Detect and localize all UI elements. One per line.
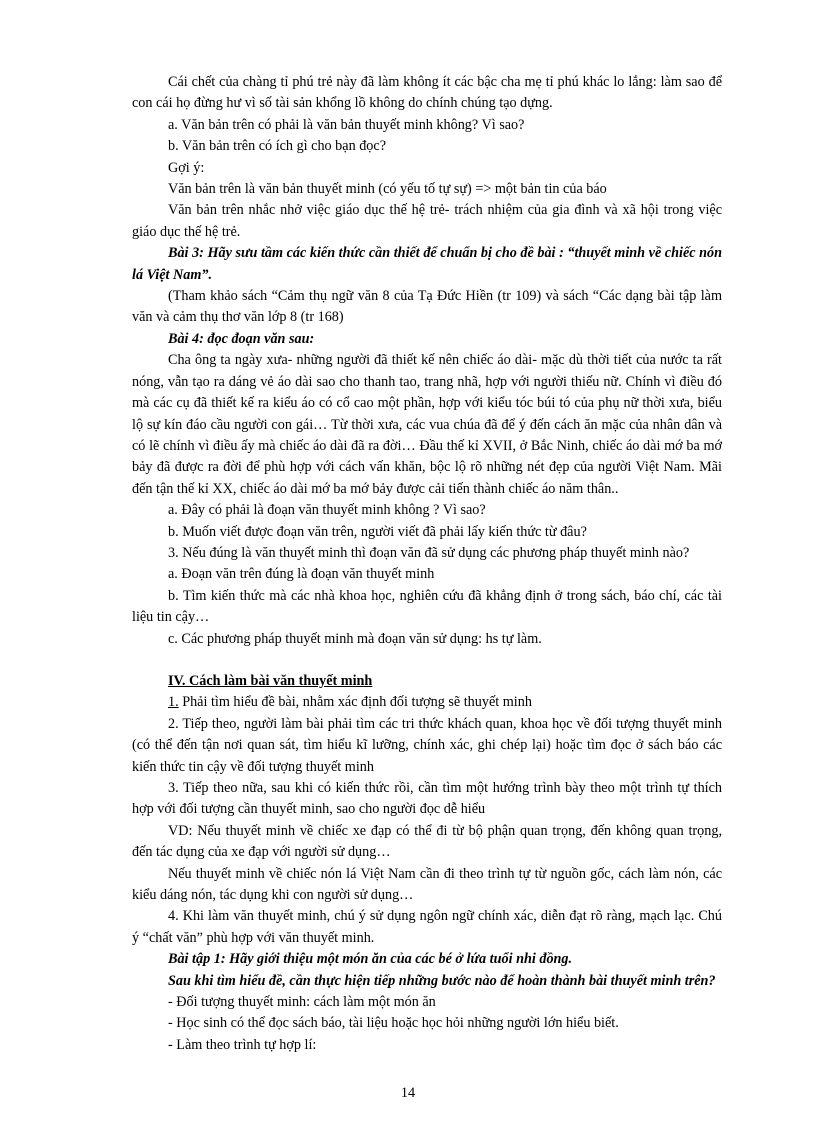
reading-passage: Cha ông ta ngày xưa- những người đã thiết kế nên chiếc áo dài- mặc dù thời tiết của nước ta rất nóng, vẫn tạo ra dáng vẻ áo dài sao cho thanh tao, trang nhã, hợp với người thiếu nữ. Chính vì điều đó mà các cụ đã thiết kế ra kiểu áo có cổ cao một phần, hợp với kiểu tóc búi tó của phụ nữ thời xưa, biểu lộ sự kín đáo cầu người con gái… Từ thời xưa, các vua chúa đã để ý đến cách ăn mặc của nhân dân và có lẽ chính vì điều ấy mà chiếc áo dài đã ra đời… Đầu thế kỉ XVII, ở Bắc Ninh, chiếc áo dài mớ ba mớ bảy đã được ra đời để phù hợp với cách vấn khăn, bộc lộ rõ những nét đẹp của người Việt Nam. Mãi đến tận thế kỉ XX, chiếc áo dài mớ ba mớ bảy được cải tiến thành chiếc áo năm thân.. [132,352,722,497]
exercise-3-title: Bài 3: Hãy sưu tầm các kiến thức cần thiết để chuẩn bị cho đề bài : “thuyết minh về chiếc nón lá Việt Nam”. [132,245,722,283]
paragraph: Văn bản trên là văn bản thuyết minh (có yếu tố tự sự) => một bản tin của báo [168,181,607,198]
example-conical-hat: Nếu thuyết minh về chiếc nón lá Việt Nam cần đi theo trình tự từ nguồn gốc, cách làm nón, các kiểu dáng nón, tác dụng khi con người sử dụng… [132,865,722,904]
question-a: a. Văn bản trên có phải là văn bản thuyết minh không? Vì sao? [168,116,525,133]
step-4: 4. Khi làm văn thuyết minh, chú ý sử dụng ngôn ngữ chính xác, diễn đạt rõ ràng, mạch lạc. Chú ý “chất văn” phù hợp với văn thuyết minh. [132,908,722,946]
page-number: 14 [400,1085,416,1101]
list-item: - Làm theo trình tự hợp lí: [168,1036,317,1053]
answer-a: a. Đoạn văn trên đúng là đoạn văn thuyết minh [168,566,435,583]
step-1 [132,692,722,713]
spacer [132,650,722,671]
hint-label: Gợi ý: [168,159,205,176]
exercise-1-question: Sau khi tìm hiểu đề, cần thực hiện tiếp những bước nào để hoàn thành bài thuyết minh trên? [168,972,716,989]
answer-c: c. Các phương pháp thuyết minh mà đoạn văn sử dụng: hs tự làm. [168,630,542,647]
paragraph: Văn bản trên nhắc nhở việc giáo dục thế hệ trẻ- trách nhiệm của gia đình và xã hội trong việc giáo dục thế hệ trẻ. [132,202,722,240]
example-bicycle: VD: Nếu thuyết minh về chiếc xe đạp có thể đi từ bộ phận quan trọng, đến không quan trọng, đến tác dụng của xe đạp với người sử dụng… [132,822,722,861]
answer-b: b. Tìm kiến thức mà các nhà khoa học, nghiên cứu đã khẳng định ở trong sách, báo chí, các tài liệu tin cậy… [132,587,722,626]
list-item: - Học sinh có thể đọc sách báo, tài liệu hoặc học hỏi những người lớn hiểu biết. [168,1015,619,1032]
step-1-text: Phải tìm hiểu đề bài, nhằm xác định đối tượng sẽ thuyết minh [178,694,532,711]
reference-paragraph: (Tham khảo sách “Cảm thụ ngữ văn 8 của Tạ Đức Hiền (tr 109) và sách “Các dạng bài tập làm văn và cảm thụ thơ văn lớp 8 (tr 168) [132,288,722,326]
list-item: - Đối tượng thuyết minh: cách làm một món ăn [168,994,436,1011]
question-a: a. Đây có phải là đoạn văn thuyết minh không ? Vì sao? [168,502,486,519]
question-b: b. Muốn viết được đoạn văn trên, người viết đã phải lấy kiến thức từ đâu? [168,523,587,540]
section-heading: IV. Cách làm bài văn thuyết minh [168,672,373,689]
step-3: 3. Tiếp theo nữa, sau khi có kiến thức rồi, cần tìm một hướng trình bày theo một trình tự thích hợp với đối tượng cần thuyết minh, sao cho người đọc dễ hiểu [132,780,722,818]
question-3: 3. Nếu đúng là văn thuyết minh thì đoạn văn đã sử dụng các phương pháp thuyết minh nào? [168,544,690,561]
exercise-1-title: Bài tập 1: Hãy giới thiệu một món ăn của các bé ở lứa tuổi nhi đồng. [168,951,573,968]
paragraph: Cái chết của chàng tỉ phú trẻ này đã làm không ít các bậc cha mẹ tỉ phú khác lo lắng: làm sao để con cái họ đừng hư vì số tài sản khổng lồ không do chính chúng tạo dựng. [132,74,722,112]
document-body [132,72,722,1056]
step-1-number: 1. [168,694,179,711]
question-b: b. Văn bản trên có ích gì cho bạn đọc? [168,138,386,155]
exercise-4-title: Bài 4: đọc đoạn văn sau: [168,330,315,347]
step-2: 2. Tiếp theo, người làm bài phải tìm các tri thức khách quan, khoa học về đối tượng thuyết minh (có thể đến tận nơi quan sát, tìm hiểu kĩ lưỡng, chính xác, ghi chép lại) hoặc tìm đọc ở sách báo các kiến thức tin cậy về đối tượng thuyết minh [132,715,722,775]
